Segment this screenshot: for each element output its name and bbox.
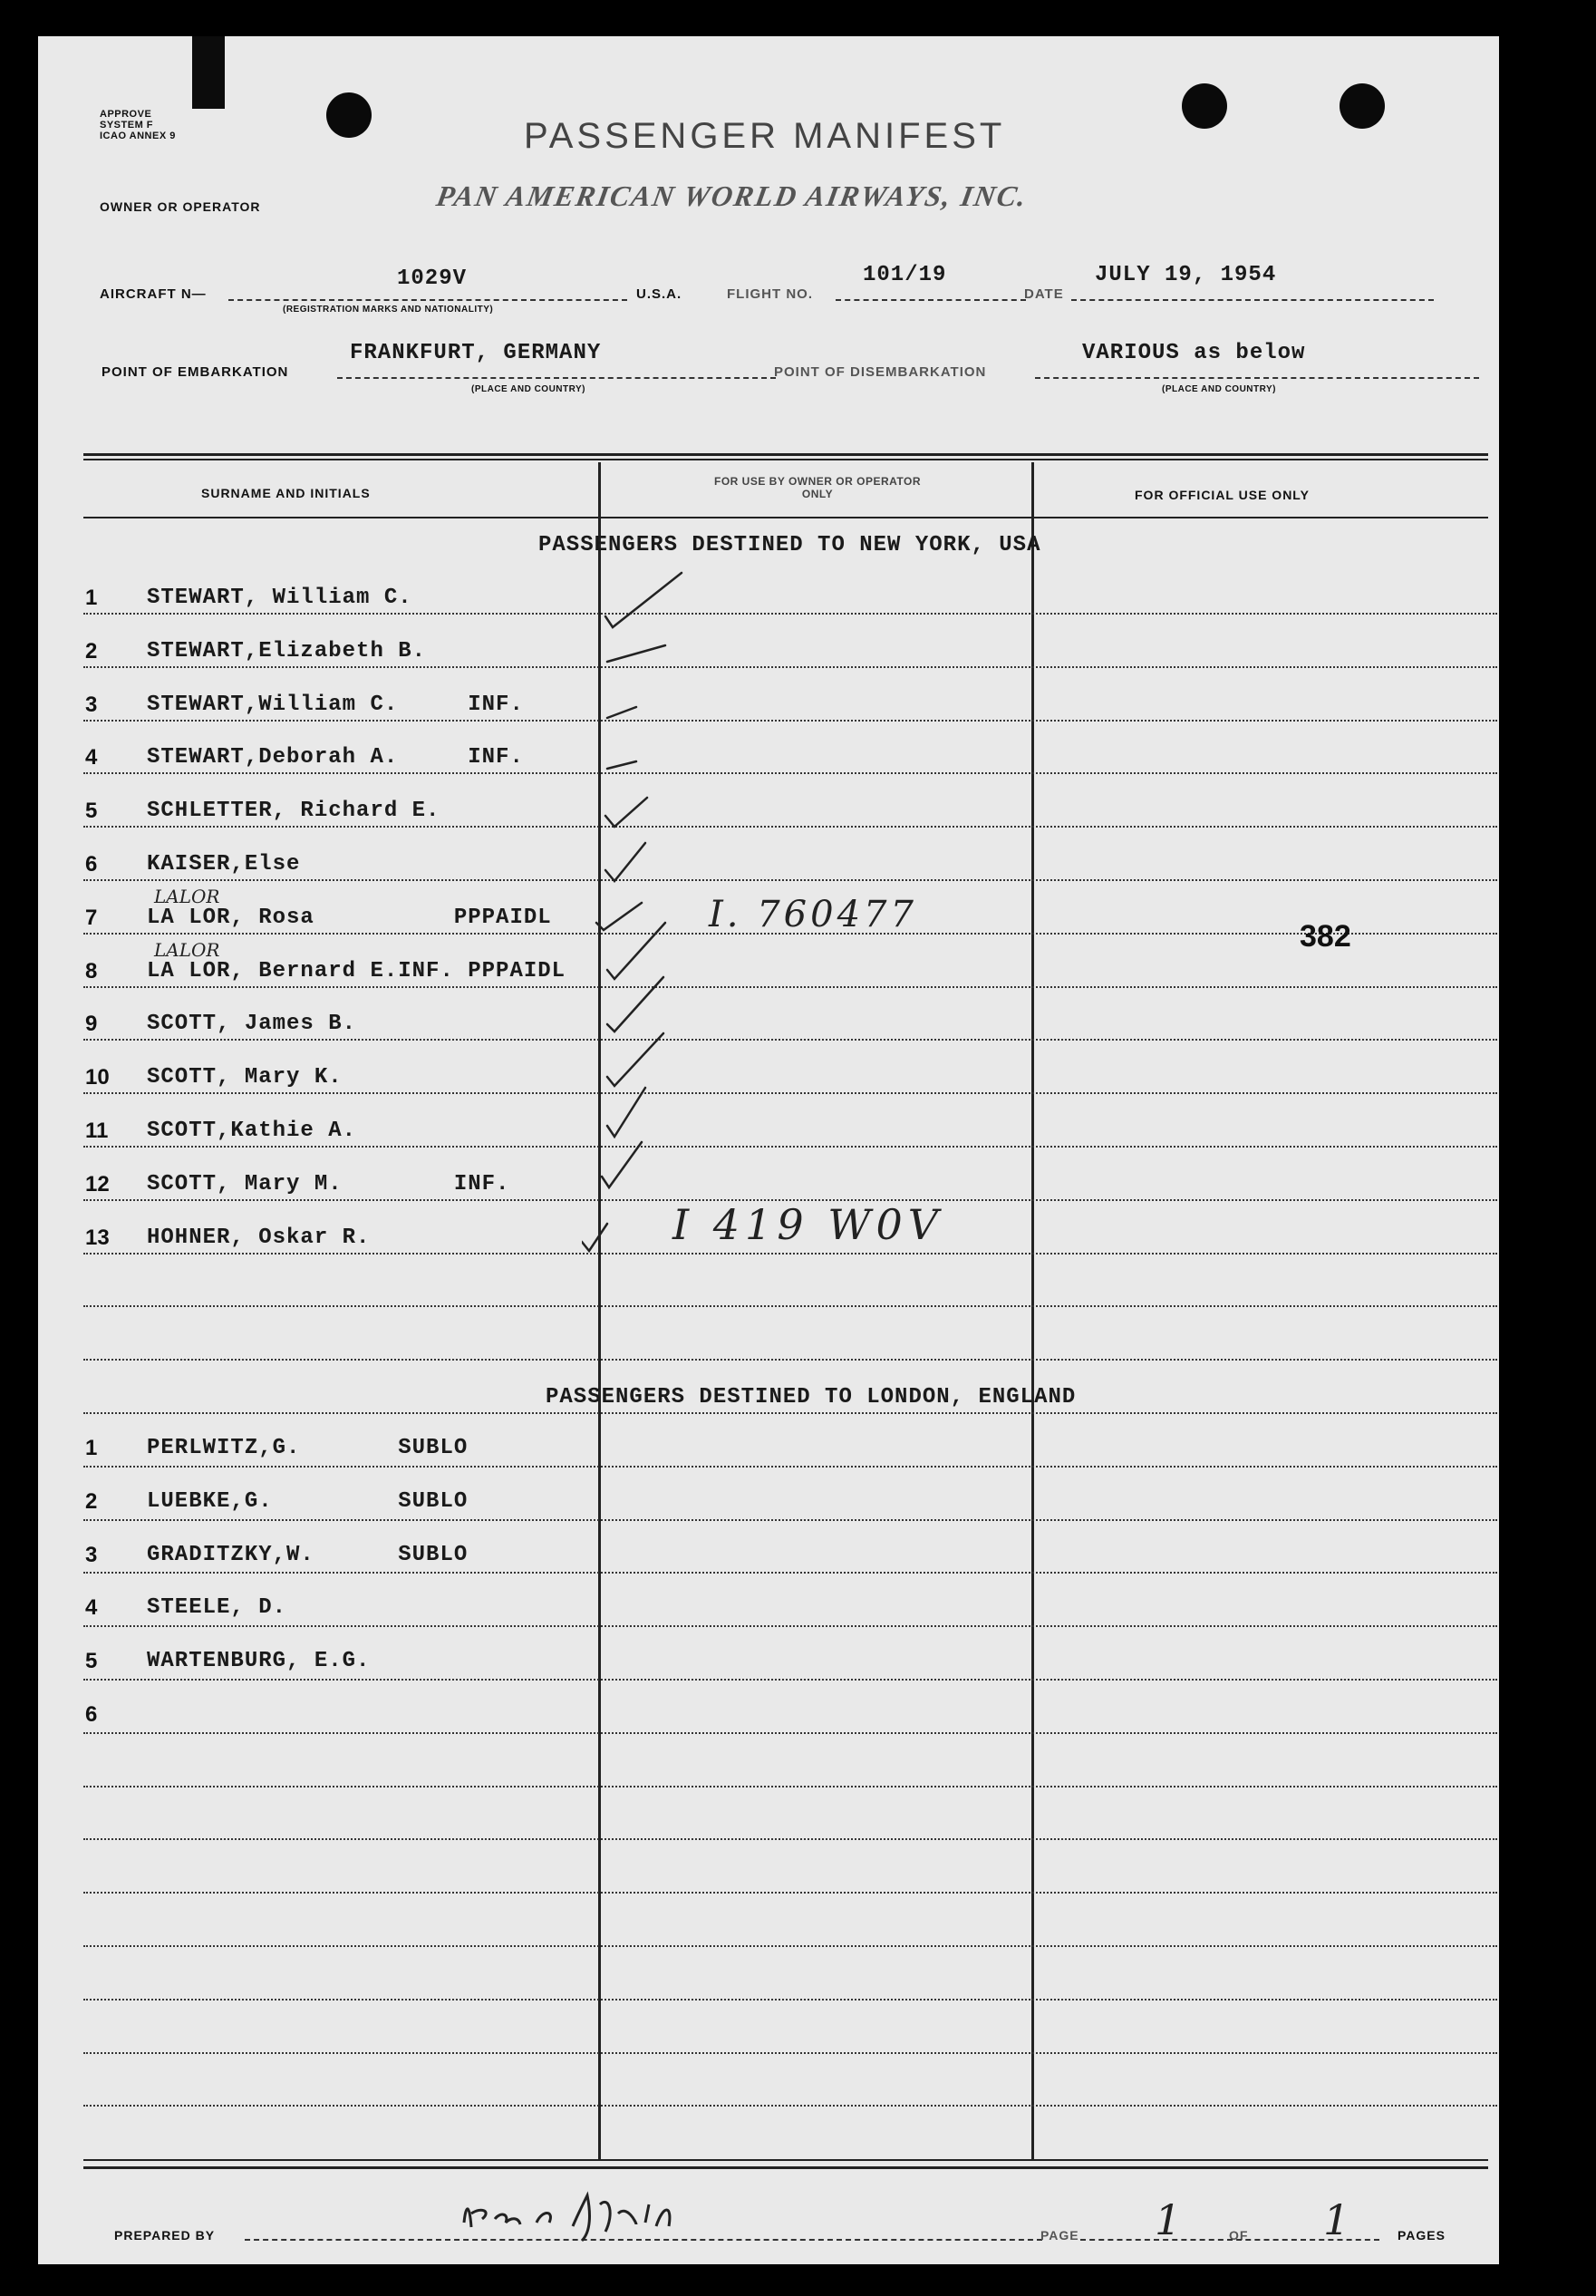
flight-value: 101/19 <box>863 263 947 287</box>
passenger-name: SCOTT, Mary K. <box>147 1065 343 1090</box>
london-row-2 <box>38 1484 1499 1537</box>
ny-row-4 <box>38 740 1499 793</box>
row-number: 9 <box>85 1012 98 1037</box>
row-number: 8 <box>85 958 98 983</box>
row-number: 6 <box>85 852 98 877</box>
row-number: 2 <box>85 638 98 664</box>
aircraft-sub: (REGISTRATION MARKS AND NATIONALITY) <box>283 305 494 315</box>
passenger-name: STEWART,Deborah A. INF. <box>147 745 524 770</box>
passenger-name: LUEBKE,G. SUBLO <box>147 1488 469 1514</box>
punch-hole-right <box>1340 83 1385 129</box>
page-title: PASSENGER MANIFEST <box>524 116 1006 156</box>
usa-label: U.S.A. <box>636 286 682 302</box>
passenger-name: KAISER,Else <box>147 852 301 877</box>
ny-row-8 <box>38 938 1499 1007</box>
ny-row-2 <box>38 634 1499 687</box>
date-label: DATE <box>1024 286 1064 302</box>
col-official-use: FOR OFFICIAL USE ONLY <box>1135 488 1310 502</box>
passenger-name: GRADITZKY,W. SUBLO <box>147 1542 469 1567</box>
row-number: 4 <box>85 745 98 770</box>
london-row-6 <box>38 1697 1499 1750</box>
row-number: 11 <box>85 1119 109 1143</box>
embark-value: FRANKFURT, GERMANY <box>350 341 602 365</box>
punch-hole-left <box>326 92 372 138</box>
passenger-name: PERLWITZ,G. SUBLO <box>147 1436 469 1460</box>
passenger-name: STEELE, D. <box>147 1595 287 1621</box>
handwritten-note-row7: I. 760477 <box>709 894 917 935</box>
aircraft-value: 1029V <box>397 266 468 291</box>
ny-row-1 <box>38 580 1499 634</box>
name-correction: LALOR <box>154 885 220 907</box>
row-number: 3 <box>85 1542 98 1567</box>
row-number: 6 <box>85 1702 98 1727</box>
owner-label: OWNER OR OPERATOR <box>100 199 261 214</box>
of-label: OF <box>1229 2228 1249 2243</box>
name-correction: LALOR <box>154 938 220 961</box>
row-number: 13 <box>85 1225 110 1250</box>
prepared-label: PREPARED BY <box>114 2228 216 2243</box>
approval-block: APPROVE SYSTEM F ICAO ANNEX 9 <box>100 109 176 141</box>
signature <box>455 2186 763 2250</box>
passenger-name: HOHNER, Oskar R. <box>147 1225 371 1250</box>
passenger-name: SCOTT, Mary M. INF. <box>147 1171 510 1196</box>
col-owner-use: FOR USE BY OWNER OR OPERATOR ONLY <box>713 475 922 500</box>
ny-row-11 <box>38 1113 1499 1167</box>
ny-row-9 <box>38 1006 1499 1060</box>
row-number: 12 <box>85 1171 110 1196</box>
passenger-name: SCHLETTER, Richard E. <box>147 799 440 824</box>
page-value: 1 <box>1155 2195 1182 2244</box>
pages-label: PAGES <box>1398 2228 1446 2243</box>
passenger-name: WARTENBURG, E.G. <box>147 1649 371 1674</box>
page-label: PAGE <box>1040 2228 1079 2243</box>
punch-hole-mid <box>1182 83 1227 129</box>
ny-row-3 <box>38 687 1499 741</box>
ny-row-5 <box>38 793 1499 847</box>
disembark-value: VARIOUS as below <box>1082 341 1306 365</box>
row-number: 1 <box>85 1436 98 1460</box>
embark-label: POINT OF EMBARKATION <box>102 364 289 380</box>
row-number: 2 <box>85 1488 98 1514</box>
col-surname: SURNAME AND INITIALS <box>201 486 371 500</box>
row-number: 5 <box>85 1649 98 1674</box>
row-number: 5 <box>85 799 98 824</box>
row-number: 7 <box>85 905 98 930</box>
passenger-name: STEWART,Elizabeth B. <box>147 638 427 664</box>
date-value: JULY 19, 1954 <box>1095 263 1277 287</box>
aircraft-label: AIRCRAFT N— <box>100 286 207 302</box>
section-heading-london: PASSENGERS DESTINED TO LONDON, ENGLAND <box>546 1385 1077 1410</box>
ny-row-10 <box>38 1060 1499 1113</box>
london-row-3 <box>38 1537 1499 1591</box>
passenger-name: SCOTT, James B. <box>147 1012 357 1037</box>
passenger-name: LA LOR, Bernard E.INF. PPPAIDL <box>147 958 566 983</box>
ny-row-6 <box>38 847 1499 900</box>
london-row-4 <box>38 1590 1499 1643</box>
disembark-label: POINT OF DISEMBARKATION <box>774 364 987 380</box>
check-marks <box>582 571 763 1287</box>
passenger-name: LA LOR, Rosa PPPAIDL <box>147 905 552 930</box>
binding-mark <box>192 36 225 109</box>
row-number: 4 <box>85 1595 98 1621</box>
london-row-5 <box>38 1643 1499 1697</box>
row-number: 10 <box>85 1065 110 1090</box>
passenger-name: STEWART,William C. INF. <box>147 692 524 717</box>
passenger-name: STEWART, William C. <box>147 586 412 610</box>
section-heading-new-york: PASSENGERS DESTINED TO NEW YORK, USA <box>538 533 1041 557</box>
manifest-paper <box>38 36 1499 2264</box>
flight-label: FLIGHT NO. <box>727 286 813 302</box>
handwritten-note-row13: I 419 W0V <box>672 1200 943 1249</box>
official-number: 382 <box>1300 919 1351 954</box>
of-value: 1 <box>1323 2195 1350 2244</box>
row-number: 3 <box>85 692 98 717</box>
embark-sub: (PLACE AND COUNTRY) <box>471 384 585 394</box>
disembark-sub: (PLACE AND COUNTRY) <box>1162 384 1276 394</box>
london-row-1 <box>38 1430 1499 1484</box>
row-number: 1 <box>85 586 98 610</box>
airline-name: PAN AMERICAN WORLD AIRWAYS, INC. <box>433 179 1030 212</box>
passenger-name: SCOTT,Kathie A. <box>147 1119 357 1143</box>
